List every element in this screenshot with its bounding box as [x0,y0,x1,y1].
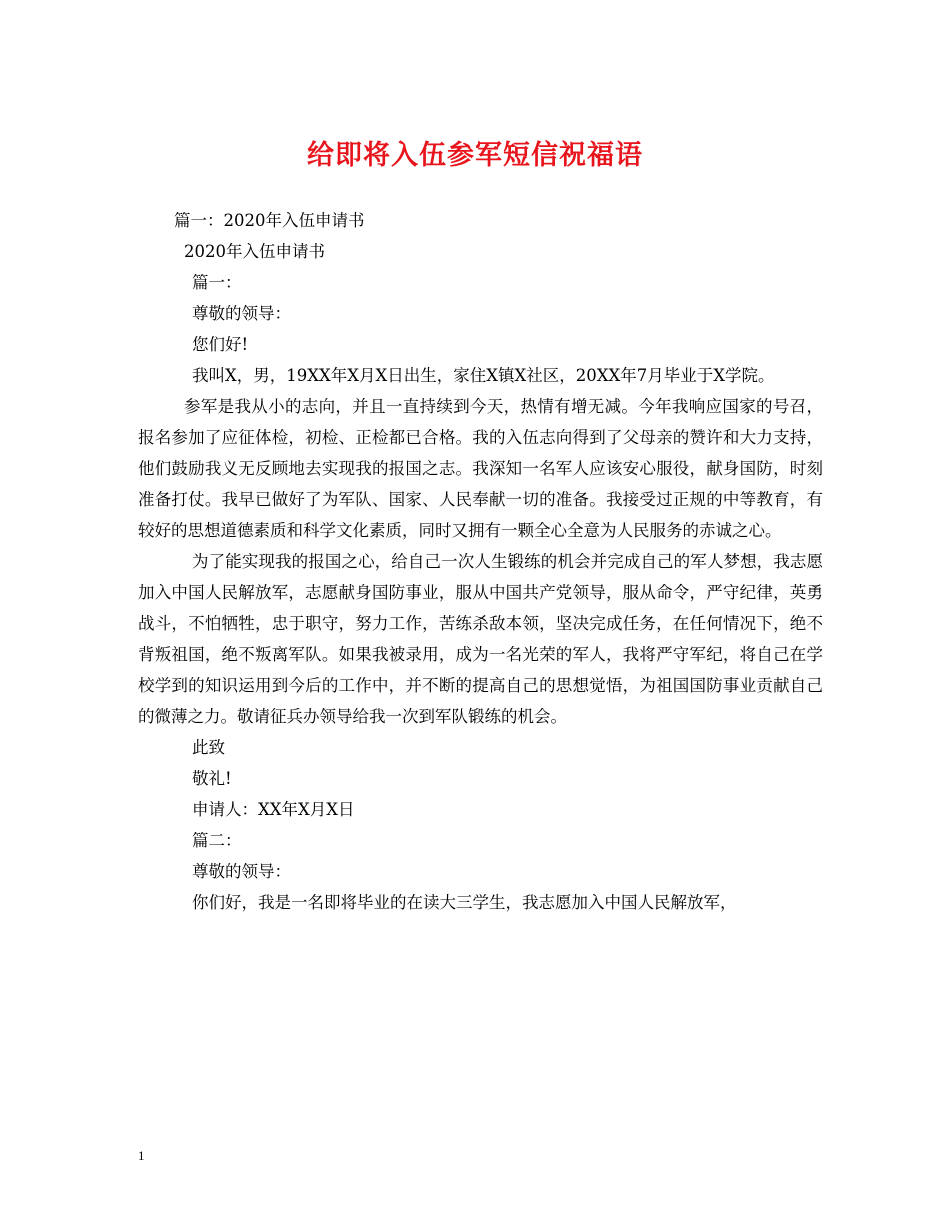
document-title: 给即将入伍参军短信祝福语 [307,140,643,171]
salutation: 尊敬的领导： [192,304,291,323]
part-label: 篇一： [192,273,242,292]
page-number: 1 [138,1148,145,1163]
document-body [138,205,823,918]
signature-line: 申请人：XX年X月X日 [192,800,355,819]
section-heading: 篇一：2020年入伍申请书 [174,211,365,230]
salute-line: 敬礼! [192,769,232,788]
salutation-two: 尊敬的领导： [192,862,291,881]
subtitle-line: 2020年入伍申请书 [184,242,325,261]
greeting: 您们好! [192,335,249,354]
paragraph-motivation: 参军是我从小的志向，并且一直持续到今天，热情有增无减。今年我响应国家的号召，报名参加了应征体检，初检、正检都已合格。我的入伍志向得到了父母亲的赞许和大力支持，他们鼓励我义无反顾地去实现我的报国之志。我深知一名军人应该安心服役，献身国防，时刻准备打仗。我早已做好了为军队、国家、人民奉献一切的准备。我接受过正规的中等教育，有较好的思想道德素质和科学文化素质，同时又拥有一颗全心全意为人民服务的赤诚之心。 [138,397,823,540]
part-label-two: 篇二： [192,831,242,850]
paragraph-pledge: 为了能实现我的报国之心，给自己一次人生锻练的机会并完成自己的军人梦想，我志愿加入中国人民解放军，志愿献身国防事业，服从中国共产党领导，服从命令，严守纪律，英勇战斗，不怕牺牲，忠于职守，努力工作，苦练杀敌本领，坚决完成任务，在任何情况下，绝不背叛祖国，绝不叛离军队。如果我被录用，成为一名光荣的军人，我将严守军纪，将自己在学校学到的知识运用到今后的工作中，并不断的提高自己的思想觉悟，为祖国国防事业贡献自己的微薄之力。敬请征兵办领导给我一次到军队锻练的机会。 [138,552,823,726]
opening-sentence: 你们好，我是一名即将毕业的在读大三学生，我志愿加入中国人民解放军， [192,893,737,912]
paragraph-intro: 我叫X，男，19XX年X月X日出生，家住X镇X社区，20XX年7月毕业于X学院。 [192,366,775,385]
closing-line: 此致 [192,738,225,757]
